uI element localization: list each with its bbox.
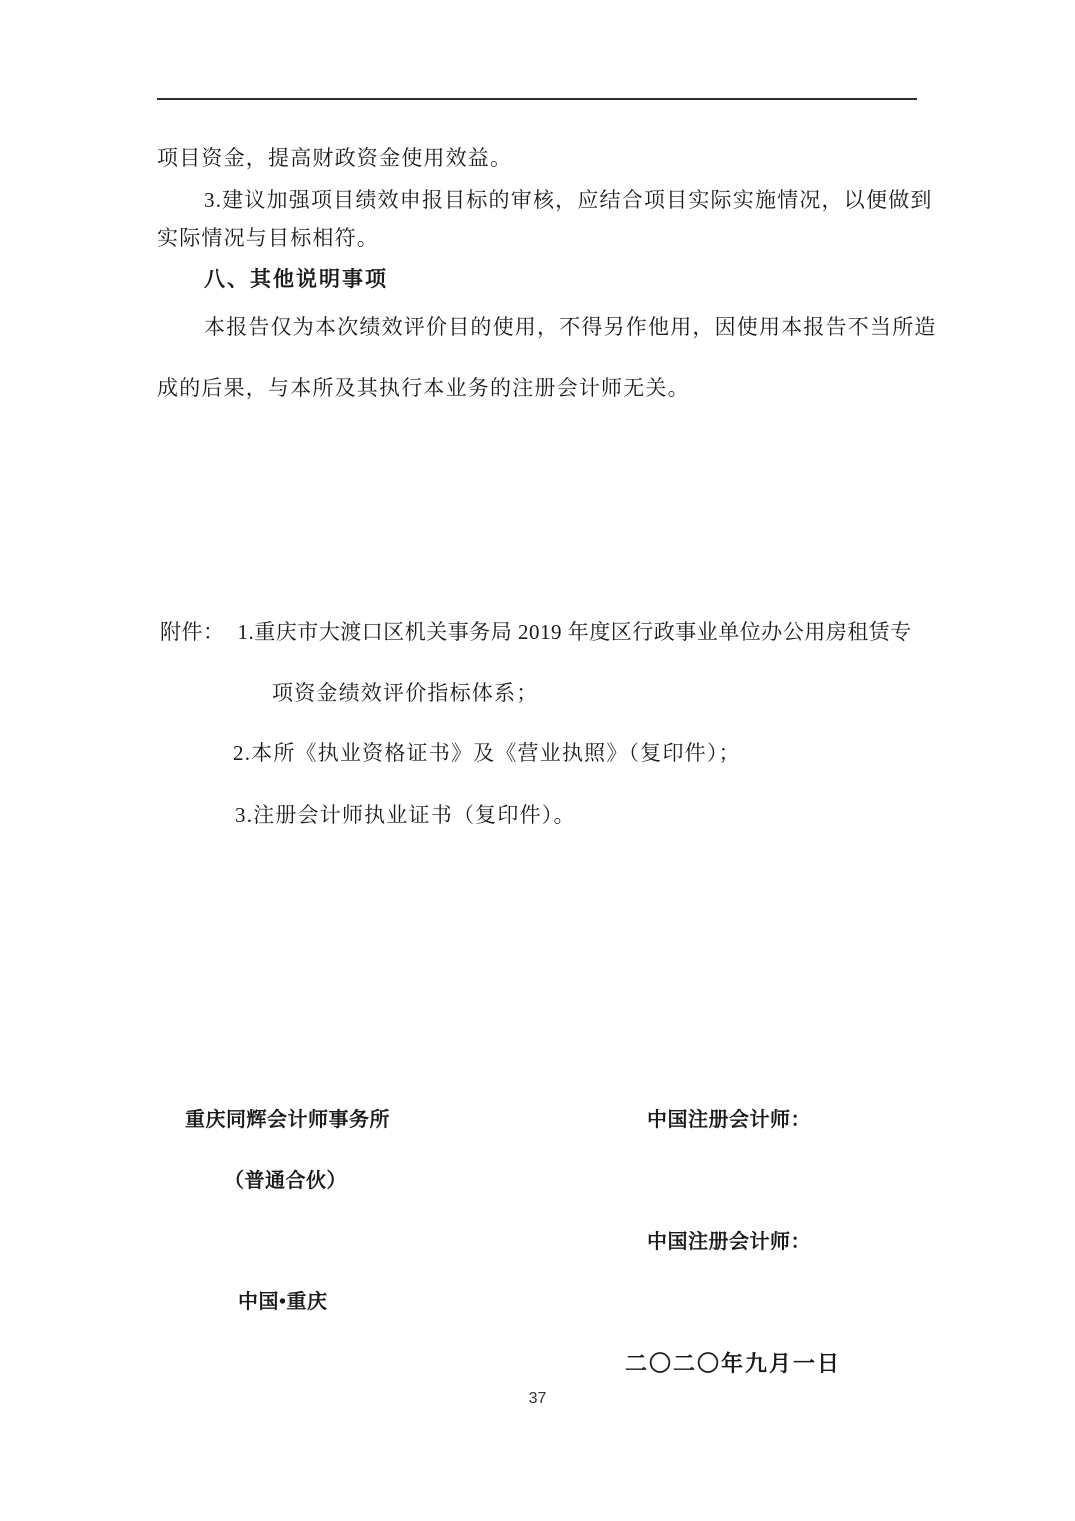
attachment-item-1-line-1: 1.重庆市大渡口区机关事务局 2019 年度区行政事业单位办公用房租赁专: [237, 620, 912, 644]
body-paragraph-2-line-1: 3.建议加强项目绩效申报目标的审核，应结合项目实际实施情况，以便做到: [204, 188, 933, 212]
signature-date: 二〇二〇年九月一日: [625, 1351, 842, 1376]
attachment-item-3: 3.注册会计师执业证书（复印件）。: [235, 803, 576, 827]
attachments-row: [160, 617, 912, 647]
body-paragraph-3-line-2: 成的后果，与本所及其执行本业务的注册会计师无关。: [157, 376, 690, 400]
signature-location: 中国•重庆: [238, 1291, 328, 1313]
attachment-item-2: 2.本所《执业资格证书》及《营业执照》（复印件）；: [233, 741, 741, 765]
signature-cpa-label-first: 中国注册会计师：: [647, 1109, 811, 1131]
body-paragraph-2-line-2: 实际情况与目标相符。: [157, 226, 379, 250]
page-number: 37: [528, 1390, 547, 1407]
signature-cpa-label-second: 中国注册会计师：: [647, 1231, 811, 1253]
attachment-item-1-line-2: 项资金绩效评价指标体系；: [272, 681, 539, 705]
section-heading: 八、其他说明事项: [204, 267, 388, 291]
signature-firm-type: （普通合伙）: [224, 1170, 347, 1192]
header-rule: [157, 98, 917, 100]
body-paragraph-3-line-1: 本报告仅为本次绩效评价目的使用，不得另作他用，因使用本报告不当所造: [204, 315, 937, 339]
signature-firm-name: 重庆同辉会计师事务所: [185, 1109, 390, 1131]
attachments-label: 附件：: [160, 620, 225, 644]
body-paragraph-1: 项目资金，提高财政资金使用效益。: [157, 146, 513, 170]
